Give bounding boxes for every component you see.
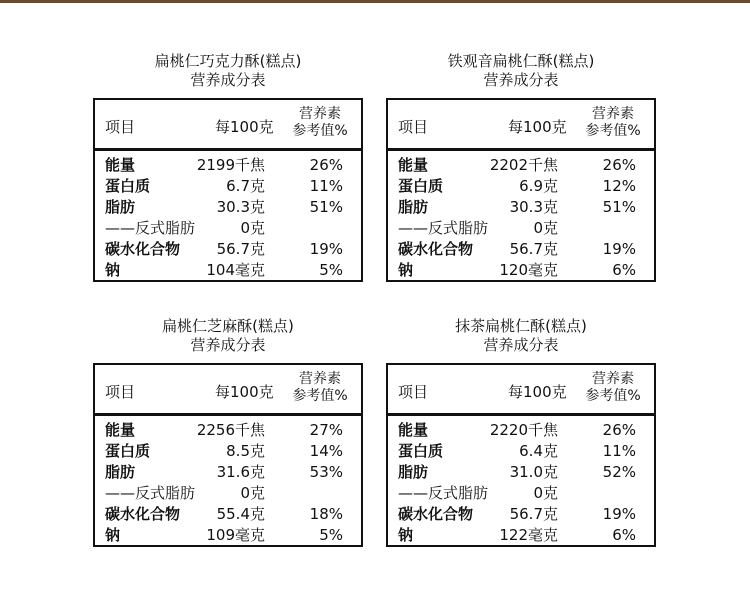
table-row — [95, 218, 361, 239]
row-value: 2199千焦 — [196, 156, 265, 174]
table-row — [95, 176, 361, 197]
header-per-100g: 每100克 — [508, 383, 567, 401]
row-nrv: 52% — [602, 463, 636, 481]
table-row — [388, 525, 654, 546]
row-value: 2256千焦 — [196, 421, 265, 439]
table-row — [95, 504, 361, 525]
header-item: 项目 — [105, 118, 136, 136]
row-nrv: 12% — [602, 177, 636, 195]
table-row — [388, 197, 654, 218]
table-row — [95, 525, 361, 546]
table-row — [388, 483, 654, 504]
table-row — [388, 504, 654, 525]
row-value: 56.7克 — [509, 505, 558, 523]
row-nrv: 26% — [602, 421, 636, 439]
header-divider — [388, 413, 654, 416]
header-nrv — [578, 371, 648, 405]
header-nrv-line2: 参考值% — [585, 123, 641, 139]
product-title: 扁桃仁芝麻酥(糕点) — [162, 317, 294, 335]
row-nrv: 18% — [309, 505, 343, 523]
row-nrv: 27% — [309, 421, 343, 439]
table-header — [388, 365, 654, 413]
row-nrv: 6% — [612, 526, 636, 544]
row-value: 56.7克 — [216, 240, 265, 258]
table-row — [388, 260, 654, 281]
header-nrv-line2: 参考值% — [292, 123, 348, 139]
table-header — [388, 100, 654, 148]
table-row — [95, 197, 361, 218]
row-nrv: 19% — [602, 240, 636, 258]
header-nrv-line2: 参考值% — [585, 388, 641, 404]
row-value: 31.0克 — [509, 463, 558, 481]
table-header — [95, 365, 361, 413]
header-nrv-line1: 营养素 — [299, 106, 341, 122]
table-row — [95, 441, 361, 462]
row-name-energy: 能量 — [398, 156, 429, 174]
table-title: 营养成分表 — [483, 71, 559, 89]
table-row — [388, 441, 654, 462]
table-title: 营养成分表 — [190, 71, 266, 89]
row-value: 6.7克 — [226, 177, 265, 195]
row-name-trans-fat: ——反式脂肪 — [105, 484, 196, 502]
row-value: 0克 — [533, 484, 558, 502]
row-name-sodium: 钠 — [105, 261, 121, 279]
product-title: 扁桃仁巧克力酥(糕点) — [154, 52, 302, 70]
row-nrv: 5% — [319, 526, 343, 544]
nutrition-panel — [386, 52, 656, 279]
row-nrv: 51% — [602, 198, 636, 216]
row-name-fat: 脂肪 — [105, 198, 136, 216]
row-nrv: 19% — [309, 240, 343, 258]
row-value: 109毫克 — [206, 526, 265, 544]
nutrition-panel — [93, 52, 363, 279]
row-value: 120毫克 — [499, 261, 558, 279]
row-name-protein: 蛋白质 — [105, 177, 151, 195]
row-nrv: 26% — [602, 156, 636, 174]
table-row — [95, 483, 361, 504]
header-nrv — [285, 106, 355, 140]
row-nrv: 14% — [309, 442, 343, 460]
table-row — [388, 462, 654, 483]
row-name-sodium: 钠 — [105, 526, 121, 544]
row-name-carbohydrate: 碳水化合物 — [105, 240, 181, 258]
nutrition-table — [93, 363, 363, 547]
row-name-energy: 能量 — [105, 421, 136, 439]
row-value: 8.5克 — [226, 442, 265, 460]
header-per-100g: 每100克 — [508, 118, 567, 136]
header-nrv-line2: 参考值% — [292, 388, 348, 404]
nutrition-panel — [93, 317, 363, 544]
top-border-line — [0, 0, 750, 3]
row-value: 56.7克 — [509, 240, 558, 258]
header-item: 项目 — [398, 383, 429, 401]
row-name-carbohydrate: 碳水化合物 — [398, 505, 474, 523]
product-title: 铁观音扁桃仁酥(糕点) — [447, 52, 595, 70]
row-name-trans-fat: ——反式脂肪 — [105, 219, 196, 237]
table-row — [388, 420, 654, 441]
row-value: 0克 — [533, 219, 558, 237]
row-name-energy: 能量 — [105, 156, 136, 174]
table-row — [388, 155, 654, 176]
header-per-100g: 每100克 — [215, 383, 274, 401]
header-nrv — [285, 371, 355, 405]
header-divider — [95, 413, 361, 416]
header-nrv — [578, 106, 648, 140]
row-name-carbohydrate: 碳水化合物 — [398, 240, 474, 258]
row-value: 122毫克 — [499, 526, 558, 544]
row-value: 104毫克 — [206, 261, 265, 279]
table-row — [388, 239, 654, 260]
row-name-trans-fat: ——反式脂肪 — [398, 219, 489, 237]
row-name-sodium: 钠 — [398, 526, 414, 544]
row-nrv: 51% — [309, 198, 343, 216]
table-row — [388, 176, 654, 197]
header-item: 项目 — [105, 383, 136, 401]
row-nrv: 19% — [602, 505, 636, 523]
row-value: 30.3克 — [216, 198, 265, 216]
row-nrv: 11% — [602, 442, 636, 460]
row-value: 0克 — [240, 219, 265, 237]
row-value: 55.4克 — [216, 505, 265, 523]
table-row — [95, 420, 361, 441]
row-value: 2220千焦 — [489, 421, 558, 439]
header-divider — [388, 148, 654, 151]
header-nrv-line1: 营养素 — [299, 371, 341, 387]
row-nrv: 26% — [309, 156, 343, 174]
row-value: 2202千焦 — [489, 156, 558, 174]
table-row — [95, 462, 361, 483]
header-item: 项目 — [398, 118, 429, 136]
row-name-fat: 脂肪 — [105, 463, 136, 481]
table-title: 营养成分表 — [190, 336, 266, 354]
row-name-sodium: 钠 — [398, 261, 414, 279]
row-nrv: 11% — [309, 177, 343, 195]
row-name-protein: 蛋白质 — [105, 442, 151, 460]
table-row — [95, 239, 361, 260]
table-row — [388, 218, 654, 239]
row-name-carbohydrate: 碳水化合物 — [105, 505, 181, 523]
row-value: 0克 — [240, 484, 265, 502]
row-name-fat: 脂肪 — [398, 198, 429, 216]
row-value: 6.9克 — [519, 177, 558, 195]
row-name-energy: 能量 — [398, 421, 429, 439]
row-nrv: 5% — [319, 261, 343, 279]
nutrition-table — [386, 98, 656, 282]
nutrition-panel — [386, 317, 656, 544]
header-per-100g: 每100克 — [215, 118, 274, 136]
row-name-protein: 蛋白质 — [398, 442, 444, 460]
nutrition-table — [386, 363, 656, 547]
nutrition-table — [93, 98, 363, 282]
row-name-trans-fat: ——反式脂肪 — [398, 484, 489, 502]
table-row — [95, 260, 361, 281]
header-divider — [95, 148, 361, 151]
row-name-protein: 蛋白质 — [398, 177, 444, 195]
table-row — [95, 155, 361, 176]
row-nrv: 6% — [612, 261, 636, 279]
product-title: 抹茶扁桃仁酥(糕点) — [455, 317, 587, 335]
header-nrv-line1: 营养素 — [592, 106, 634, 122]
row-name-fat: 脂肪 — [398, 463, 429, 481]
row-value: 30.3克 — [509, 198, 558, 216]
table-title: 营养成分表 — [483, 336, 559, 354]
table-header — [95, 100, 361, 148]
row-nrv: 53% — [309, 463, 343, 481]
header-nrv-line1: 营养素 — [592, 371, 634, 387]
row-value: 31.6克 — [216, 463, 265, 481]
row-value: 6.4克 — [519, 442, 558, 460]
